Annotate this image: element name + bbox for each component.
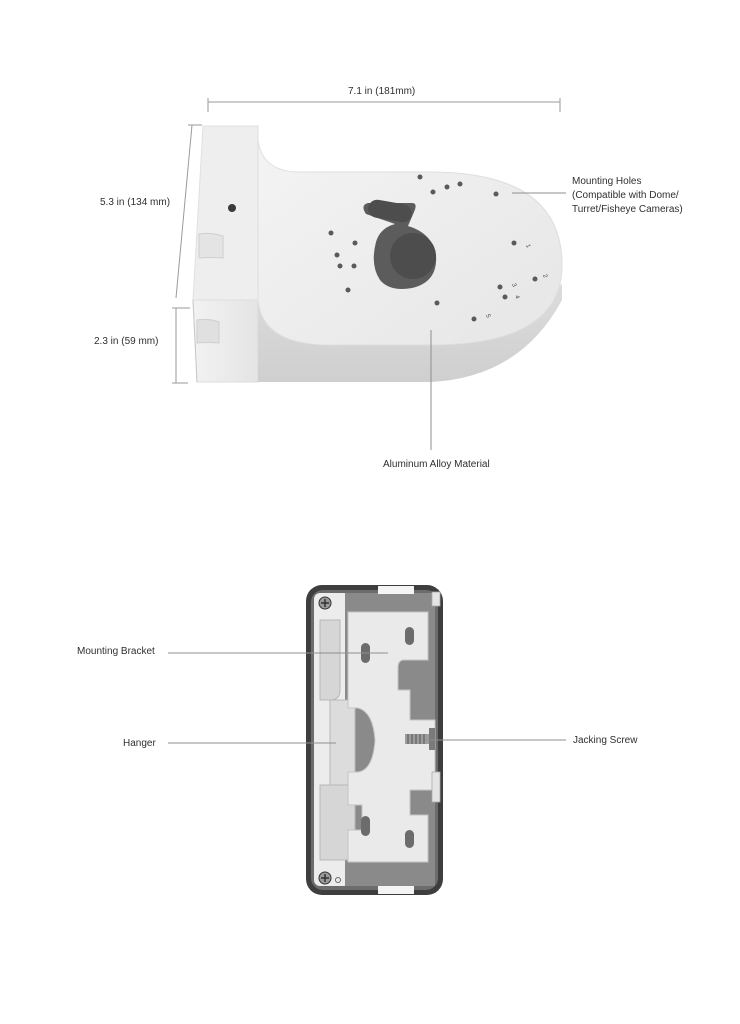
hanger-callout: Hanger xyxy=(123,738,156,749)
mounting-holes-line-2: (Compatible with Dome/ xyxy=(572,190,679,201)
mounting-holes-line-3: Turret/Fisheye Cameras) xyxy=(572,204,683,215)
top-height-dimension-label: 5.3 in (134 mm) xyxy=(100,197,171,208)
hole-number-2: 2 xyxy=(541,273,548,279)
bottom-height-dimension-label: 2.3 in (59 mm) xyxy=(94,336,159,347)
hole-number-1: 1 xyxy=(524,243,531,249)
hole-number-5: 5 xyxy=(484,313,491,319)
bottom-height-dimension-line xyxy=(172,308,190,383)
mounting-holes-line-1: Mounting Holes xyxy=(572,176,642,187)
hole-number-4: 4 xyxy=(513,294,520,300)
jacking-screw-callout: Jacking Screw xyxy=(573,735,638,746)
bracket-back-block xyxy=(193,126,258,382)
mounting-bracket-callout: Mounting Bracket xyxy=(77,646,155,657)
width-dimension-line xyxy=(208,98,560,112)
mounting-holes-callout xyxy=(572,175,712,217)
width-dimension-label: 7.1 in (181mm) xyxy=(348,86,416,97)
hole-number-3: 3 xyxy=(510,282,517,288)
material-callout: Aluminum Alloy Material xyxy=(383,459,490,470)
